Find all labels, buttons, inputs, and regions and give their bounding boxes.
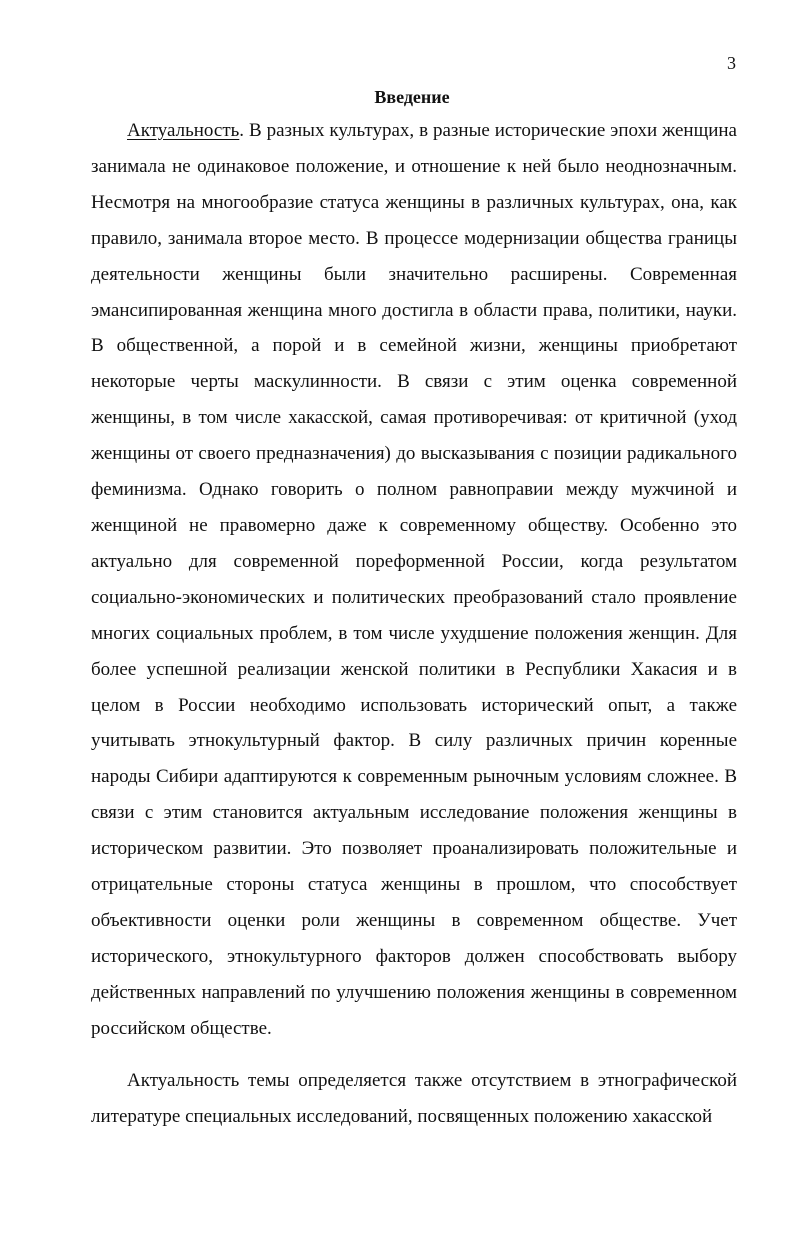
relevance-term: Актуальность [127, 120, 240, 141]
paragraph-relevance [91, 113, 737, 1047]
section-title: Введение [374, 87, 450, 107]
page-number: 3 [727, 53, 736, 73]
paragraph-relevance-text: . В разных культурах, в разные исторические эпохи женщина занимала не одинаковое положение, и отношение к ней было неоднозначным. Несмотря на многообразие статуса женщины в различных культурах, она, как правило, занимала второе место. В процессе модернизации общества границы деятельности женщины были значительно расширены. Современная эмансипированная женщина много достигла в области права, политики, науки. В общественной, а порой и в семейной жизни, женщины приобретают некоторые черты маскулинности. В связи с этим оценка современной женщины, в том числе хакасской, самая противоречивая: от критичной (уход женщины от своего предназначения) до высказывания с позиции радикального феминизма. Однако говорить о полном равноправии между мужчиной и женщиной не правомерно даже к современному обществу. Особенно это актуально для современной пореформенной России, когда результатом социально-экономических и политических преобразований стало проявление многих социальных проблем, в том числе ухудшение положения женщин. Для более успешной реализации женской политики в Республики Хакасия и в целом в России необходимо использовать исторический опыт, а также учитывать этнокультурный фактор. В силу различных причин коренные народы Сибири адаптируются к современным рыночным условиям сложнее. В связи с этим становится актуальным исследование положения женщины в историческом развитии. Это позволяет проанализировать положительные и отрицательные стороны статуса женщины в прошлом, что способствует объективности оценки роли женщины в современном обществе. Учет исторического, этнокультурного факторов должен способствовать выбору действенных направлений по улучшению положения женщины в современном российском обществе. [91, 120, 737, 1039]
paragraph-relevance-continued: Актуальность темы определяется также отсутствием в этнографической литературе специальных исследований, посвященных положению хакасской [91, 1070, 737, 1127]
